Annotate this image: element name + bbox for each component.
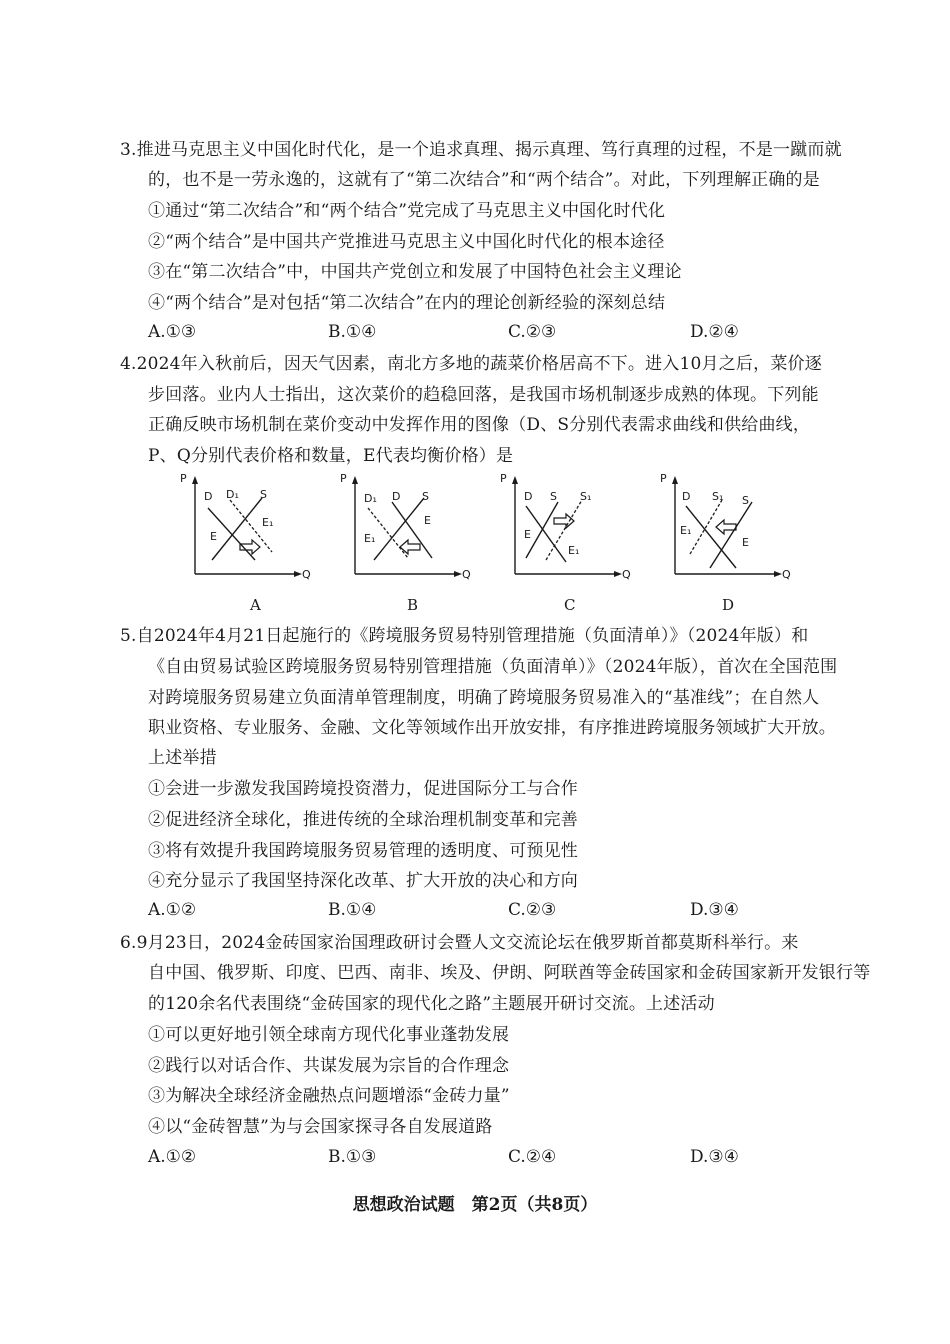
point-label: E [742, 536, 749, 549]
q3-choice-b: B.①④ [328, 322, 377, 342]
q4-stem-line-4: P、Q分别代表价格和数量，E代表均衡价格）是 [148, 446, 514, 466]
q3-option-3: ③在“第二次结合”中，中国共产党创立和发展了中国特色社会主义理论 [148, 262, 682, 282]
q6-choice-b: B.①③ [328, 1147, 377, 1167]
q6-choice-a: A.①② [148, 1147, 197, 1167]
q5-choice-b: B.①④ [328, 900, 377, 920]
q6-option-3: ③为解决全球经济金融热点问题增添“金砖力量” [148, 1086, 510, 1106]
curve-label: S [550, 490, 557, 503]
q3-stem-line-1: 3.推进马克思主义中国化时代化，是一个追求真理、揭示真理、笃行真理的过程，不是一蹴而就 [120, 140, 842, 160]
q6-choice-c: C.②④ [508, 1147, 557, 1167]
p-label: P [180, 472, 187, 485]
q6-option-4: ④以“金砖智慧”为与会国家探寻各自发展道路 [148, 1117, 493, 1137]
curve-label: D₁ [364, 492, 377, 505]
curve-label: S [260, 488, 267, 501]
q5-stem-line-5: 上述举措 [148, 748, 217, 768]
supply-curve-s [374, 498, 424, 560]
curve-label: S [422, 490, 429, 503]
graph-a [180, 472, 310, 596]
q5-option-3: ③将有效提升我国跨境服务贸易管理的透明度、可预见性 [148, 841, 578, 861]
supply-curve-s [212, 498, 262, 560]
curve-label: S₁ [580, 490, 592, 503]
demand-curve-d [686, 506, 736, 568]
page-footer: 思想政治试题 第2页（共8页） [352, 1195, 598, 1215]
q6-stem-line-2: 自中国、俄罗斯、印度、巴西、南非、埃及、伊朗、阿联酋等金砖国家和金砖国家新开发银行等 [148, 963, 871, 983]
q-label: Q [622, 568, 631, 581]
p-label: P [660, 472, 667, 485]
demand-curve-d [526, 506, 566, 562]
curve-label: S₁ [712, 490, 724, 503]
q3-choice-c: C.②③ [508, 322, 557, 342]
graph-b [340, 472, 470, 596]
p-label: P [340, 472, 347, 485]
q5-stem-line-4: 职业资格、专业服务、金融、文化等领域作出开放安排，有序推进跨境服务领域扩大开放。 [148, 718, 836, 738]
q-label: Q [302, 568, 311, 581]
point-label: E₁ [680, 524, 692, 537]
supply-curve-s1 [690, 500, 722, 554]
point-label: E [524, 528, 531, 541]
q5-option-1: ①会进一步激发我国跨境投资潜力，促进国际分工与合作 [148, 779, 578, 799]
point-label: E [210, 530, 217, 543]
point-label: E [424, 514, 431, 527]
point-label: E₁ [364, 532, 376, 545]
q4-stem-line-2: 步回落。业内人士指出，这次菜价的趋稳回落，是我国市场机制逐步成熟的体现。下列能 [148, 385, 819, 405]
graph-b-label: B [407, 596, 419, 614]
q3-choice-d: D.②④ [690, 322, 739, 342]
q4-stem-line-3: 正确反映市场机制在菜价变动中发挥作用的图像（D、S分别代表需求曲线和供给曲线， [148, 415, 811, 435]
curve-label: D [682, 490, 691, 503]
graph-d [660, 472, 790, 596]
curve-label: D [524, 490, 533, 503]
graph-d-label: D [722, 596, 735, 614]
q5-choice-a: A.①② [148, 900, 197, 920]
q6-option-1: ①可以更好地引领全球南方现代化事业蓬勃发展 [148, 1025, 510, 1045]
curve-label: D₁ [226, 488, 239, 501]
q5-choices [148, 900, 768, 922]
p-label: P [500, 472, 507, 485]
curve-label: D [204, 490, 213, 503]
q6-stem-line-1: 6.9月23日，2024金砖国家治国理政研讨会暨人文交流论坛在俄罗斯首都莫斯科举行。来 [120, 933, 799, 953]
q5-choice-d: D.③④ [690, 900, 739, 920]
curve-label: S [742, 494, 749, 507]
q-label: Q [782, 568, 791, 581]
q3-choice-a: A.①③ [148, 322, 197, 342]
q-label: Q [462, 568, 471, 581]
q4-stem-line-1: 4.2024年入秋前后，因天气因素，南北方多地的蔬菜价格居高不下。进入10月之后，菜价逐 [120, 354, 822, 374]
q6-choice-d: D.③④ [690, 1147, 739, 1167]
q6-stem-line-3: 的120余名代表围绕“金砖国家的现代化之路”主题展开研讨交流。上述活动 [148, 994, 715, 1014]
q5-option-2: ②促进经济全球化，推进传统的全球治理机制变革和完善 [148, 810, 578, 830]
curve-label: D [392, 490, 401, 503]
q3-stem-line-2: 的，也不是一劳永逸的，这就有了“第二次结合”和“两个结合”。对此，下列理解正确的是 [148, 170, 820, 190]
q5-stem-line-3: 对跨境服务贸易建立负面清单管理制度，明确了跨境服务贸易准入的“基准线”；在自然人 [148, 688, 820, 708]
q5-choice-c: C.②③ [508, 900, 557, 920]
q3-option-1: ①通过“第二次结合”和“两个结合”党完成了马克思主义中国化时代化 [148, 201, 666, 221]
graph-a-label: A [250, 596, 261, 614]
q5-stem-line-1: 5.自2024年4月21日起施行的《跨境服务贸易特别管理措施（负面清单）》（2024年版）和 [120, 626, 809, 646]
point-label: E₁ [568, 544, 580, 557]
q3-choices [148, 322, 768, 344]
q5-option-4: ④充分显示了我国坚持深化改革、扩大开放的决心和方向 [148, 871, 578, 891]
point-label: E₁ [262, 516, 274, 529]
graph-c-label: C [564, 596, 576, 614]
q6-option-2: ②践行以对话合作、共谋发展为宗旨的合作理念 [148, 1056, 510, 1076]
q3-option-2: ②“两个结合”是中国共产党推进马克思主义中国化时代化的根本途径 [148, 232, 665, 252]
q3-option-4: ④“两个结合”是对包括“第二次结合”在内的理论创新经验的深刻总结 [148, 293, 666, 313]
supply-curve-s [710, 502, 752, 568]
graph-c [500, 472, 630, 596]
q6-choices [148, 1147, 768, 1169]
q5-stem-line-2: 《自由贸易试验区跨境服务贸易特别管理措施（负面清单）》（2024年版），首次在全国范围 [148, 657, 838, 677]
shift-arrow [554, 514, 574, 528]
